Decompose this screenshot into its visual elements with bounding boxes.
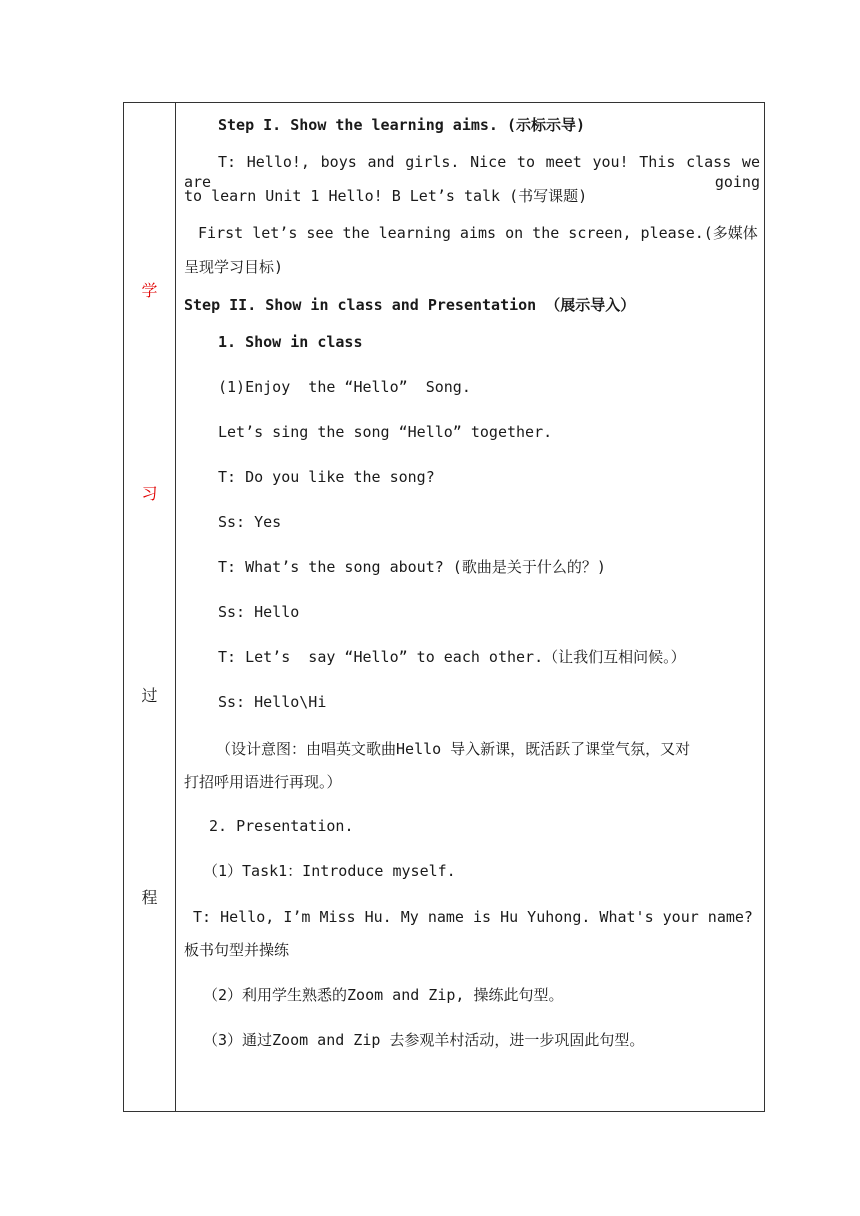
teacher-say-hello-line: T: Let’s say “Hello” to each other.（让我们互相问候。） (218, 648, 686, 666)
item3-line: （3）通过Zoom and Zip 去参观羊村活动，进一步巩固此句型。 (203, 1031, 645, 1049)
enjoy-song-line: (1)Enjoy the “Hello” Song. (218, 378, 471, 396)
step1-first-line-1: First let’s see the learning aims on the screen, please.(多媒体 (189, 224, 758, 242)
presentation-heading: 2. Presentation. (209, 817, 354, 835)
content-column (176, 103, 764, 1111)
step1-teacher-line-1: T: Hello!, boys and girls. Nice to meet you! This class we are going (184, 153, 760, 191)
side-label-char-3: 过 (141, 686, 158, 705)
teacher-like-song-line: T: Do you like the song? (218, 468, 435, 486)
lets-sing-line: Let’s sing the song “Hello” together. (218, 423, 553, 441)
lesson-table (123, 102, 765, 1112)
side-label-column (124, 103, 176, 1111)
step1-first-line-2: 呈现学习目标) (184, 258, 284, 276)
design-intent-line-2: 打招呼用语进行再现。） (184, 773, 342, 791)
students-hellohi-line: Ss: Hello\Hi (218, 693, 327, 711)
show-in-class-heading: 1. Show in class (218, 333, 363, 351)
item2-line: （2）利用学生熟悉的Zoom and Zip, 操练此句型。 (203, 986, 564, 1004)
task1-line: （1）Task1：Introduce myself. (203, 862, 456, 880)
teacher-what-song-line: T: What’s the song about? (歌曲是关于什么的？) (218, 558, 606, 576)
design-intent-line-1: （设计意图：由唱英文歌曲Hello 导入新课，既活跃了课堂气氛，又对 (216, 740, 691, 758)
side-label-char-4: 程 (141, 888, 158, 907)
step1-heading: Step I. Show the learning aims. (示标示导) (218, 116, 586, 134)
side-label-char-2: 习 (141, 484, 158, 503)
students-yes-line: Ss: Yes (218, 513, 282, 531)
teacher-intro-line-2: 板书句型并操练 (184, 941, 290, 959)
step2-heading: Step II. Show in class and Presentation （展示导入） (184, 296, 636, 314)
side-label-char-1: 学 (141, 281, 158, 300)
teacher-intro-line-1: T: Hello, I’m Miss Hu. My name is Hu Yuhong. What's your name? (184, 908, 753, 926)
students-hello-line: Ss: Hello (218, 603, 300, 621)
step1-teacher-line-2: to learn Unit 1 Hello! B Let’s talk (书写课题) (184, 187, 588, 205)
